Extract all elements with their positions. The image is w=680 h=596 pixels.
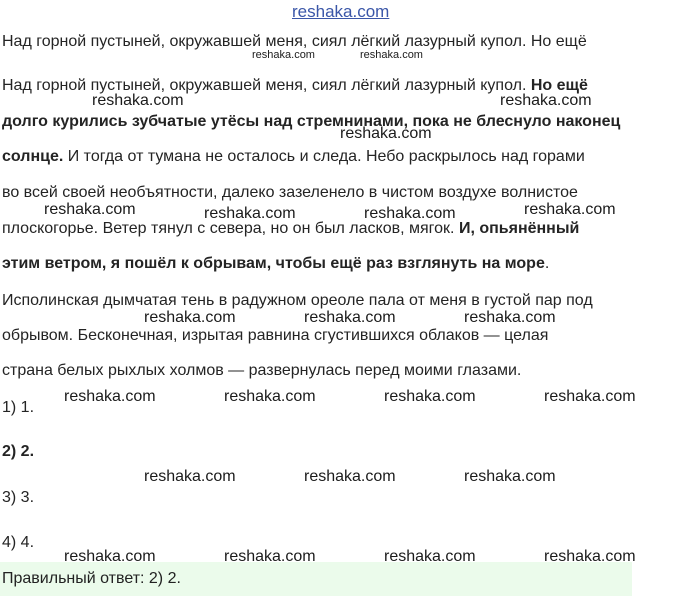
watermark: reshaka.com [384,388,476,405]
watermark: reshaka.com [384,548,476,565]
watermark-top: reshaka.com [292,2,390,21]
text-segment-bold: И, опьянённый [458,220,580,237]
text-segment-bold: солнце. [2,148,64,165]
watermark: reshaka.com [464,468,556,485]
watermark: reshaka.com [464,309,556,326]
watermark: reshaka.com [64,548,156,565]
watermark: reshaka.com [544,548,636,565]
text-segment: И тогда от тумана не осталось и следа. Небо раскрылось над горами [63,148,585,165]
answer-box [0,562,632,596]
watermark: reshaka.com [500,92,592,109]
correct-answer: Правильный ответ: 2) 2. [2,570,181,587]
watermark: reshaka.com [340,125,432,142]
text-line-3: долго курились зубчатые утёсы над стремнинами, пока не блеснуло наконец [2,113,621,130]
watermark: reshaka.com [64,388,156,405]
text-segment: . [544,255,550,272]
text-line-1: Над горной пустыней, окружавшей меня, сиял лёгкий лазурный купол. Но ещё [2,33,587,50]
option-1: 1) 1. [2,399,35,416]
watermark: reshaka.com [304,468,396,485]
text-line-8: Исполинская дымчатая тень в радужном ореоле пала от меня в густой пар под [2,292,593,309]
watermark: reshaka.com [544,388,636,405]
watermark: reshaka.com [44,201,136,218]
text-line-4 [2,147,585,167]
text-line-7 [2,254,549,274]
watermark: reshaka.com [144,468,236,485]
watermark: reshaka.com [364,205,456,222]
text-segment: Над горной пустыней, окружавшей меня, сиял лёгкий лазурный купол. [2,77,531,94]
watermark: reshaka.com [92,92,184,109]
watermark: reshaka.com [360,49,423,61]
text-segment: плоскогорье. Ветер тянул с севера, но он был ласков, мягок. [2,220,459,237]
text-segment-bold: этим ветром, я пошёл к обрывам, чтобы ещё раз взглянуть на море [2,255,545,272]
watermark: reshaka.com [252,49,315,61]
option-3: 3) 3. [2,489,35,506]
watermark: reshaka.com [204,205,296,222]
watermark: reshaka.com [144,309,236,326]
option-2: 2) 2. [2,443,35,460]
watermark: reshaka.com [304,309,396,326]
watermark: reshaka.com [224,548,316,565]
text-segment-bold: Но ещё [530,77,588,94]
watermark: reshaka.com [524,201,616,218]
text-line-5: во всей своей необъятности, далеко зазеленело в чистом воздухе волнистое [2,184,578,201]
text-line-10: страна белых рыхлых холмов — развернулась перед моими глазами. [2,362,522,379]
watermark: reshaka.com [224,388,316,405]
option-4: 4) 4. [2,534,35,551]
text-line-9: обрывом. Бесконечная, изрытая равнина сгустившихся облаков — целая [2,327,549,344]
